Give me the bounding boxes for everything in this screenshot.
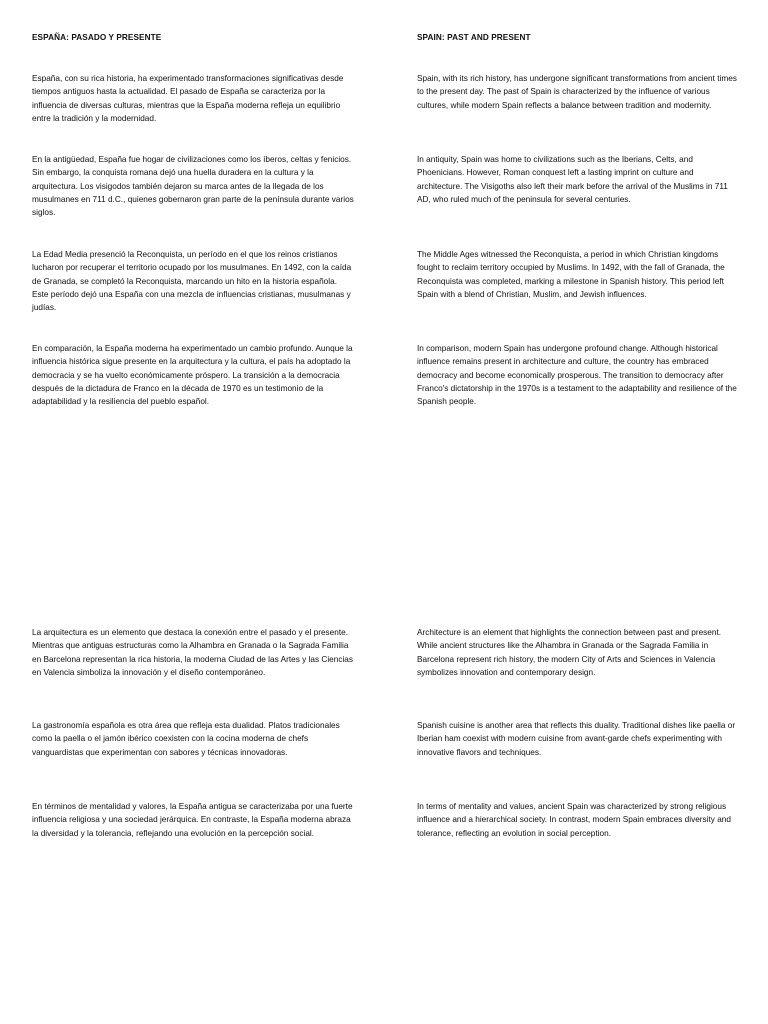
spanish-paragraph-7: En términos de mentalidad y valores, la España antigua se caracterizaba por una fuerte influencia religiosa y una sociedad jerárquica. En contraste, la España moderna abraza la diversidad y la tolerancia, reflejando una evolución en la percepción social. — [32, 802, 353, 838]
spanish-paragraph-2: En la antigüedad, España fue hogar de civilizaciones como los íberos, celtas y fenicios. Sin embargo, la conquista romana dejó una huella duradera en la cultura y la arquitectura. Los visigodos también dejaron su marca antes de la llegada de los musulmanes en 711 d.C., quienes gobernaron gran parte de la península durante varios siglos. — [32, 155, 354, 218]
english-paragraph-6: Spanish cuisine is another area that reflects this duality. Traditional dishes like paella or Iberian ham coexist with modern cuisine from avant-garde chefs experimenting with innovative flavors and techniques. — [417, 721, 736, 757]
spanish-paragraph-6: La gastronomía española es otra área que refleja esta dualidad. Platos tradicionales como la paella o el jamón ibérico coexisten con la cocina moderna de chefs vanguardistas que experimentan con sabores y técnicas innovadoras. — [32, 721, 340, 757]
english-paragraph-5: Architecture is an element that highlights the connection between past and present. While ancient structures like the Alhambra in Granada or the Sagrada Familia in Barcelona represent rich history, the modern City of Arts and Sciences in Valencia symbolizes innovation and contemporary design. — [417, 628, 722, 677]
spanish-title: ESPAÑA: PASADO Y PRESENTE — [32, 33, 162, 42]
english-paragraph-7: In terms of mentality and values, ancient Spain was characterized by strong religious influence and a hierarchical society. In contrast, modern Spain embraces diversity and tolerance, reflecting an evolution in social perception. — [417, 802, 731, 838]
english-paragraph-4: In comparison, modern Spain has undergone profound change. Although historical influence remains present in architecture and culture, the country has embraced democracy and become economically prosperous. The transition to democracy after Franco's dictatorship in the 1970s is a testament to the adaptability and resilience of the Spanish people. — [417, 344, 737, 407]
english-paragraph-1: Spain, with its rich history, has undergone significant transformations from ancient times to the present day. The past of Spain is characterized by the influence of various cultures, while modern Spain reflects a balance between tradition and modernity. — [417, 74, 737, 110]
spanish-paragraph-4: En comparación, la España moderna ha experimentado un cambio profundo. Aunque la influencia histórica sigue presente en la arquitectura y la cultura, el país ha adoptado la democracia y se ha vuelto económicamente próspero. La transición a la democracia después de la dictadura de Franco en la década de 1970 es un testimonio de la adaptabilidad y la resiliencia del pueblo español. — [32, 344, 353, 407]
spanish-paragraph-1: España, con su rica historia, ha experimentado transformaciones significativas desde tiempos antiguos hasta la actualidad. El pasado de España se caracteriza por la influencia de diversas culturas, mientras que la España moderna refleja un equilibrio entre la tradición y la modernidad. — [32, 74, 344, 123]
spanish-paragraph-3: La Edad Media presenció la Reconquista, un período en el que los reinos cristianos lucharon por recuperar el territorio ocupado por los musulmanes. En 1492, con la caída de Granada, se completó la Reconquista, marcando un hito en la historia española. Este período dejó una España con una mezcla de influencias cristianas, musulmanas y judías. — [32, 250, 352, 313]
spanish-paragraph-5: La arquitectura es un elemento que destaca la conexión entre el pasado y el presente. Mientras que antiguas estructuras como la Alhambra en Granada o la Sagrada Familia en Barcelona representan la rica historia, la moderna Ciudad de las Artes y las Ciencias en Valencia simboliza la innovación y el diseño contemporáneo. — [32, 628, 354, 677]
english-title: SPAIN: PAST AND PRESENT — [417, 33, 531, 42]
english-paragraph-3: The Middle Ages witnessed the Reconquista, a period in which Christian kingdoms fought to reclaim territory occupied by Muslims. In 1492, with the fall of Granada, the Reconquista was completed, marking a milestone in Spanish history. This period left Spain with a blend of Christian, Muslim, and Jewish influences. — [417, 250, 725, 299]
english-paragraph-2: In antiquity, Spain was home to civilizations such as the Iberians, Celts, and Phoenicians. However, Roman conquest left a lasting imprint on culture and architecture. The Visigoths also left their mark before the arrival of the Muslims in 711 AD, who ruled much of the peninsula for several centuries. — [417, 155, 728, 204]
